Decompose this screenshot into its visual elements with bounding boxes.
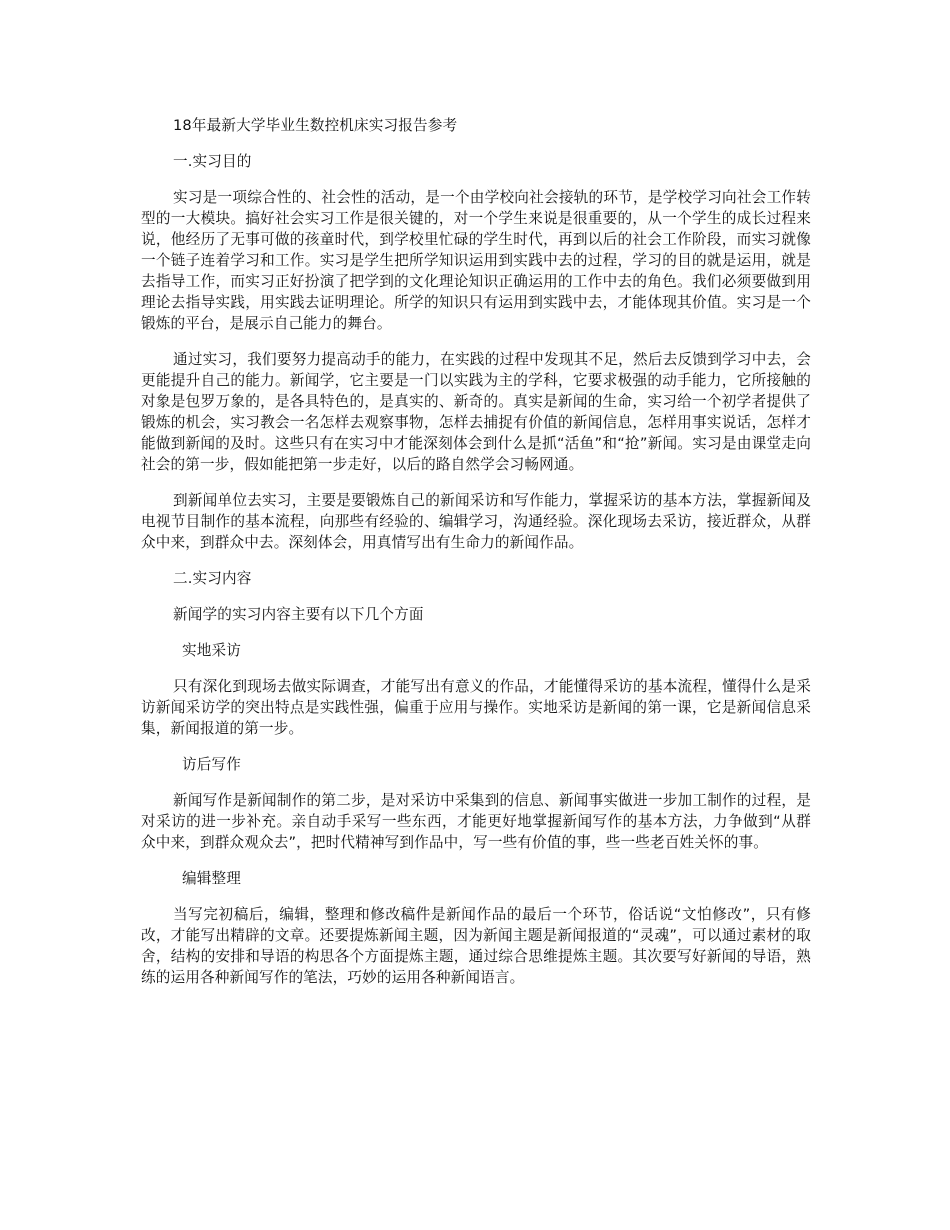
section-heading-purpose: 一.实习目的: [173, 153, 252, 170]
subheading-editing: 编辑整理: [182, 870, 241, 887]
section-heading-content: 二.实习内容: [173, 570, 252, 587]
subheading-post-interview-writing: 访后写作: [182, 756, 241, 773]
paragraph: 实习是一项综合性的、社会性的活动，是一个由学校向社会接轨的环节，是学校学习向社会工作转型的一大模块。搞好社会实习工作是很关键的，对一个学生来说是很重要的，从一个学生的成长过程来说，他经历了无事可做的孩童时代，到学校里忙碌的学生时代，再到以后的社会工作阶段，而实习就像一个链子连着学习和工作。实习是学生把所学知识运用到实践中去的过程，学习的目的就是运用，就是去指导工作，而实习正好扮演了把学到的文化理论知识正确运用的工作中去的角色。我们必须要做到用理论去指导实践，用实践去证明理论。所学的知识只有运用到实践中去，才能体现其价值。实习是一个锻炼的平台，是展示自己能力的舞台。: [141, 189, 811, 332]
paragraph: 当写完初稿后，编辑，整理和修改稿件是新闻作品的最后一个环节，俗话说“文怕修改”，只有修改，才能写出精辟的文章。还要提炼新闻主题，因为新闻主题是新闻报道的“灵魂”，可以通过素材的取舍，结构的安排和导语的构思各个方面提炼主题，通过综合思维提炼主题。其次要写好新闻的导语，熟练的运用各种新闻写作的笔法，巧妙的运用各种新闻语言。: [141, 906, 811, 986]
paragraph: 到新闻单位去实习，主要是要锻炼自己的新闻采访和写作能力，掌握采访的基本方法，掌握新闻及电视节目制作的基本流程，向那些有经验的、编辑学习，沟通经验。深化现场去采访，接近群众，从群众中来，到群众中去。深刻体会，用真情写出有生命力的新闻作品。: [141, 492, 811, 551]
paragraph: 只有深化到现场去做实际调查，才能写出有意义的作品，才能懂得采访的基本流程，懂得什么是采访新闻采访学的突出特点是实践性强，偏重于应用与操作。实地采访是新闻的第一课，它是新闻信息采集，新闻报道的第一步。: [141, 678, 811, 737]
paragraph: 新闻写作是新闻制作的第二步，是对采访中采集到的信息、新闻事实做进一步加工制作的过程，是对采访的进一步补充。亲自动手采写一些东西，才能更好地掌握新闻写作的基本方法，力争做到“从群众中来，到群众观众去”，把时代精神写到作品中，写一些有价值的事，些一些老百姓关怀的事。: [141, 792, 811, 851]
document-title: 18年最新大学毕业生数控机床实习报告参考: [173, 117, 458, 134]
section-intro: 新闻学的实习内容主要有以下几个方面: [173, 606, 424, 623]
paragraph: 通过实习，我们要努力提高动手的能力，在实践的过程中发现其不足，然后去反馈到学习中去，会更能提升自己的能力。新闻学，它主要是一门以实践为主的学科，它要求极强的动手能力，它所接触的对象是包罗万象的，是各具特色的，是真实的、新奇的。真实是新闻的生命，实习给一个初学者提供了锻炼的机会，实习教会一名怎样去观察事物，怎样去捕捉有价值的新闻信息，怎样用事实说话，怎样才能做到新闻的及时。这些只有在实习中才能深刻体会到什么是抓“活鱼”和“抢”新闻。实习是由课堂走向社会的第一步，假如能把第一步走好，以后的路自然学会习畅网通。: [141, 351, 811, 473]
subheading-field-interview: 实地采访: [182, 642, 241, 659]
document-page: [141, 115, 811, 1003]
